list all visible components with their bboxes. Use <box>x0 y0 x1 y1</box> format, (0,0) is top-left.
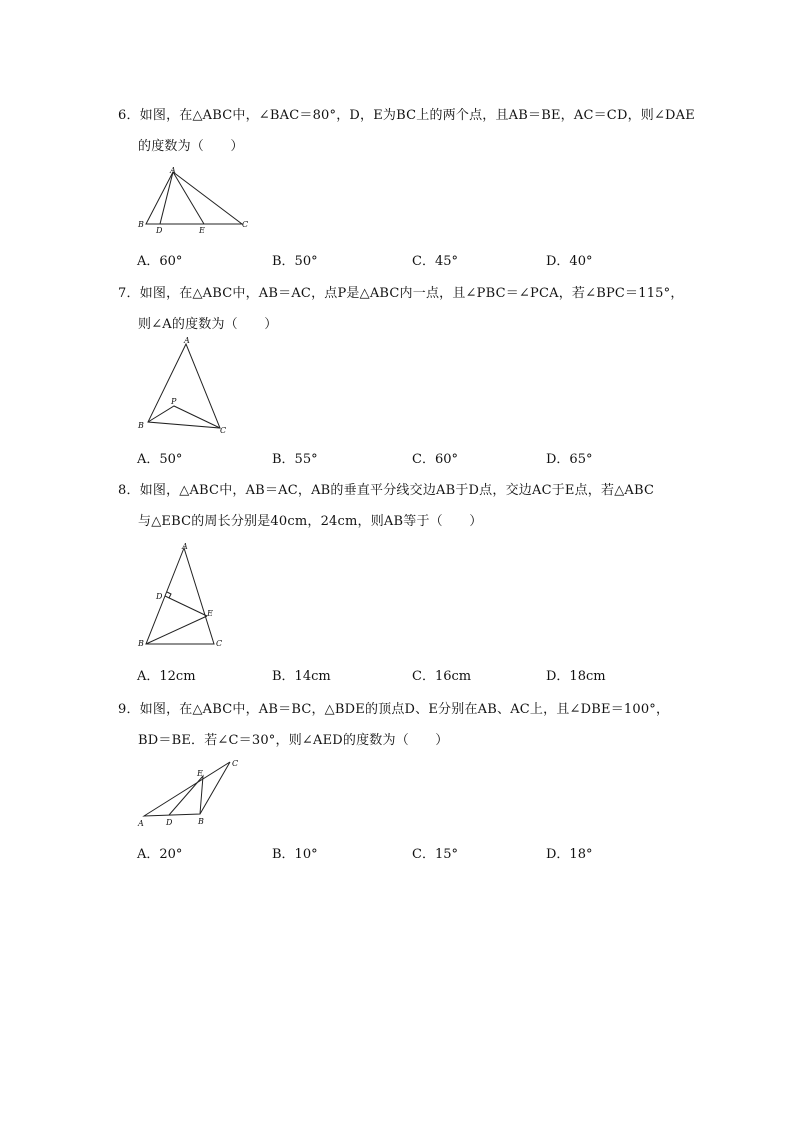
question-9-figure <box>136 758 246 830</box>
segment-ae <box>173 172 204 224</box>
label-b: B <box>138 220 144 229</box>
question-7-stem-line2: 则∠A的度数为（ ） <box>138 317 278 332</box>
question-7-stem-line1: 7．如图，在△ABC中，AB＝AC，点P是△ABC内一点，且∠PBC＝∠PCA，若∠BPC＝115°， <box>118 286 684 301</box>
question-6-option-b[interactable]: B．50° <box>272 254 318 269</box>
label-b: B <box>138 421 144 430</box>
question-9-stem-line1: 9．如图，在△ABC中，AB＝BC，△BDE的顶点D、E分别在AB、AC上，且∠DBE＝100°， <box>118 702 670 717</box>
question-9-option-d[interactable]: D．18° <box>546 847 593 862</box>
label-c: C <box>220 426 227 435</box>
label-e: E <box>207 609 213 618</box>
question-7-figure <box>136 338 236 438</box>
question-7-option-d[interactable]: D．65° <box>546 452 593 467</box>
question-8-option-c[interactable]: C．16cm <box>412 669 472 684</box>
perpendicular-bisector-de <box>165 596 207 616</box>
label-c: C <box>232 759 239 768</box>
question-8-option-d[interactable]: D．18cm <box>546 669 606 684</box>
label-d: D <box>156 592 163 601</box>
question-9-option-b[interactable]: B．10° <box>272 847 318 862</box>
label-p: P <box>171 397 177 406</box>
segment-ad <box>160 172 173 224</box>
triangle-abc <box>146 172 242 224</box>
question-6-option-c[interactable]: C．45° <box>412 254 458 269</box>
label-a: A <box>170 166 176 175</box>
question-8-stem-line2: 与△EBC的周长分别是40cm，24cm，则AB等于（ ） <box>138 514 483 529</box>
label-e: E <box>197 769 203 778</box>
question-8-figure <box>136 540 236 652</box>
question-7-option-c[interactable]: C．60° <box>412 452 458 467</box>
label-d: D <box>156 226 163 235</box>
label-e: E <box>199 226 205 235</box>
label-b: B <box>198 817 204 826</box>
triangle-abc <box>144 762 230 816</box>
label-b: B <box>138 639 144 648</box>
question-9-option-c[interactable]: C．15° <box>412 847 458 862</box>
question-9-option-a[interactable]: A．20° <box>137 847 183 862</box>
label-a: A <box>184 336 190 345</box>
question-9-stem-line2: BD＝BE．若∠C＝30°，则∠AED的度数为（ ） <box>138 733 449 748</box>
question-6-option-d[interactable]: D．40° <box>546 254 593 269</box>
label-d: D <box>166 818 173 827</box>
question-6-figure <box>136 166 256 236</box>
question-8-option-b[interactable]: B．14cm <box>272 669 331 684</box>
label-a: A <box>182 542 188 551</box>
question-6-stem-line2: 的度数为（ ） <box>138 139 244 154</box>
question-7-option-a[interactable]: A．50° <box>137 452 183 467</box>
label-a: A <box>138 819 144 828</box>
question-6-option-a[interactable]: A．60° <box>137 254 183 269</box>
label-c: C <box>216 639 223 648</box>
segments-de-eb <box>169 776 203 815</box>
question-8-stem-line1: 8．如图，△ABC中，AB＝AC，AB的垂直平分线交边AB于D点，交边AC于E点，若△ABC <box>118 483 655 498</box>
label-c: C <box>242 220 249 229</box>
question-7-option-b[interactable]: B．55° <box>272 452 318 467</box>
question-6-stem-line1: 6．如图，在△ABC中，∠BAC＝80°，D，E为BC上的两个点，且AB＝BE，AC＝CD，则∠DAE <box>118 108 695 123</box>
question-8-option-a[interactable]: A．12cm <box>137 669 196 684</box>
